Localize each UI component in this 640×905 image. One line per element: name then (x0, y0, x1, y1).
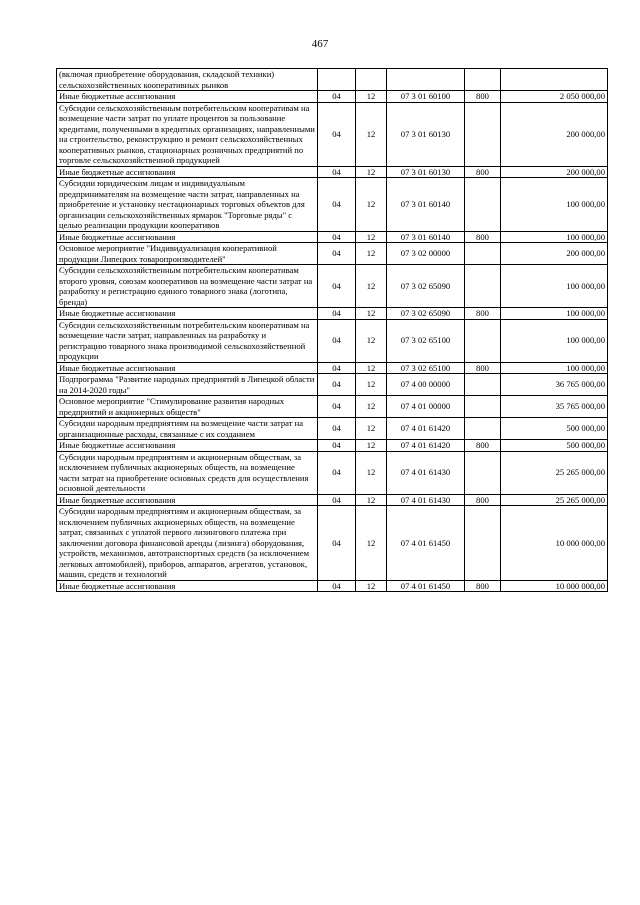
amount-cell: 200 000,00 (501, 102, 608, 166)
section-code-cell: 04 (318, 265, 356, 308)
section-code-cell: 04 (318, 91, 356, 103)
amount-cell: 100 000,00 (501, 308, 608, 320)
expense-type-cell (465, 374, 501, 396)
section-code-cell: 04 (318, 440, 356, 452)
expense-type-cell (465, 178, 501, 232)
amount-cell: 36 765 000,00 (501, 374, 608, 396)
section-code-cell: 04 (318, 494, 356, 506)
item-name-cell: Основное мероприятие "Стимулирование развития народных предприятий и акционерных обществ" (57, 396, 318, 418)
item-name-cell: Иные бюджетные ассигнования (57, 231, 318, 243)
page-number: 467 (311, 38, 329, 50)
amount-cell: 2 050 000,00 (501, 91, 608, 103)
target-article-cell (387, 69, 465, 91)
target-article-cell: 07 4 01 61420 (387, 440, 465, 452)
item-name-cell: Субсидии сельскохозяйственным потребительским кооперативам на возмещение части затрат по уплате процентов за пользование кредитами, полученными в кредитных организациях, направленными на строительство, реконструкцию и ремонт сельскохозяйственных кооперативных рынков, стационарных розничных предприятий по торговле сельскохозяйственной продукцией (57, 102, 318, 166)
item-name-cell: Субсидии сельскохозяйственным потребительским кооперативам на возмещение части затрат, направленных на разработку и регистрацию товарного знака производимой сельскохозяйственной продукции (57, 319, 318, 362)
target-article-cell: 07 3 01 60140 (387, 178, 465, 232)
expense-type-cell (465, 396, 501, 418)
item-name-cell: (включая приобретение оборудования, складской техники) сельскохозяйственных кооперативных рынков (57, 69, 318, 91)
amount-cell: 100 000,00 (501, 265, 608, 308)
item-name-cell: Субсидии сельскохозяйственным потребительским кооперативам второго уровня, союзам кооперативов на возмещение части затрат на разработку и регистрацию единого товарного знака (логотипа, бренда) (57, 265, 318, 308)
target-article-cell: 07 3 01 60130 (387, 166, 465, 178)
amount-cell: 100 000,00 (501, 178, 608, 232)
table-row (57, 308, 608, 320)
item-name-cell: Субсидии народным предприятиям и акционерным обществам, за исключением публичных акционерных обществ, на возмещение затрат, связанных с уплатой первого лизингового платежа при заключении договора финансовой аренды (лизинга) оборудования, устройств, механизмов, автотранспортных средств (за исключением легковых автомобилей), приборов, аппаратов, агрегатов, установок, машин, средств и технологий (57, 506, 318, 581)
subsection-code-cell: 12 (356, 396, 387, 418)
subsection-code-cell: 12 (356, 265, 387, 308)
budget-table-body (57, 69, 608, 592)
subsection-code-cell: 12 (356, 374, 387, 396)
expense-type-cell (465, 451, 501, 494)
section-code-cell: 04 (318, 362, 356, 374)
section-code-cell: 04 (318, 319, 356, 362)
table-row (57, 231, 608, 243)
amount-cell: 200 000,00 (501, 243, 608, 265)
target-article-cell: 07 4 01 61430 (387, 451, 465, 494)
item-name-cell: Иные бюджетные ассигнования (57, 91, 318, 103)
amount-cell: 100 000,00 (501, 319, 608, 362)
amount-cell: 35 765 000,00 (501, 396, 608, 418)
target-article-cell: 07 4 00 00000 (387, 374, 465, 396)
item-name-cell: Иные бюджетные ассигнования (57, 580, 318, 592)
item-name-cell: Иные бюджетные ассигнования (57, 494, 318, 506)
expense-type-cell (465, 506, 501, 581)
item-name-cell: Субсидии народным предприятиям и акционерным обществам, за исключением публичных акционерных обществ, на возмещение части затрат на приобретение основных средств для осуществления основной деятельности (57, 451, 318, 494)
amount-cell (501, 69, 608, 91)
subsection-code-cell: 12 (356, 451, 387, 494)
table-row (57, 243, 608, 265)
expense-type-cell: 800 (465, 91, 501, 103)
item-name-cell: Иные бюджетные ассигнования (57, 166, 318, 178)
amount-cell: 500 000,00 (501, 418, 608, 440)
table-row (57, 506, 608, 581)
expense-type-cell (465, 243, 501, 265)
expense-type-cell (465, 418, 501, 440)
section-code-cell: 04 (318, 580, 356, 592)
item-name-cell: Иные бюджетные ассигнования (57, 440, 318, 452)
subsection-code-cell: 12 (356, 166, 387, 178)
target-article-cell: 07 3 01 60140 (387, 231, 465, 243)
table-row (57, 319, 608, 362)
expense-type-cell: 800 (465, 166, 501, 178)
subsection-code-cell: 12 (356, 494, 387, 506)
expense-type-cell: 800 (465, 580, 501, 592)
expense-type-cell: 800 (465, 231, 501, 243)
table-row (57, 166, 608, 178)
amount-cell: 100 000,00 (501, 231, 608, 243)
section-code-cell: 04 (318, 396, 356, 418)
subsection-code-cell: 12 (356, 580, 387, 592)
target-article-cell: 07 4 01 61420 (387, 418, 465, 440)
item-name-cell: Подпрограмма "Развитие народных предприятий в Липецкой области на 2014-2020 годы" (57, 374, 318, 396)
section-code-cell: 04 (318, 166, 356, 178)
expense-type-cell: 800 (465, 362, 501, 374)
expense-type-cell (465, 265, 501, 308)
target-article-cell: 07 3 02 65100 (387, 362, 465, 374)
item-name-cell: Субсидии юридическим лицам и индивидуальным предпринимателям на возмещение части затрат, направленных на приобретение и установку нестационарных торговых объектов для организации сельскохозяйственных ярмарок "Торговые ряды" с целью реализации продукции кооперативов (57, 178, 318, 232)
subsection-code-cell: 12 (356, 440, 387, 452)
expense-type-cell: 800 (465, 308, 501, 320)
section-code-cell: 04 (318, 418, 356, 440)
target-article-cell: 07 3 02 00000 (387, 243, 465, 265)
subsection-code-cell: 12 (356, 362, 387, 374)
table-row (57, 102, 608, 166)
section-code-cell: 04 (318, 102, 356, 166)
section-code-cell: 04 (318, 231, 356, 243)
section-code-cell: 04 (318, 374, 356, 396)
amount-cell: 25 265 000,00 (501, 494, 608, 506)
target-article-cell: 07 4 01 61450 (387, 506, 465, 581)
section-code-cell: 04 (318, 451, 356, 494)
table-row (57, 69, 608, 91)
target-article-cell: 07 4 01 61430 (387, 494, 465, 506)
target-article-cell: 07 4 01 61450 (387, 580, 465, 592)
amount-cell: 200 000,00 (501, 166, 608, 178)
subsection-code-cell: 12 (356, 308, 387, 320)
expense-type-cell: 800 (465, 494, 501, 506)
target-article-cell: 07 3 01 60130 (387, 102, 465, 166)
subsection-code-cell: 12 (356, 243, 387, 265)
target-article-cell: 07 4 01 00000 (387, 396, 465, 418)
expense-type-cell (465, 319, 501, 362)
subsection-code-cell: 12 (356, 319, 387, 362)
amount-cell: 100 000,00 (501, 362, 608, 374)
subsection-code-cell: 12 (356, 91, 387, 103)
budget-table (56, 68, 608, 592)
table-row (57, 396, 608, 418)
table-row (57, 494, 608, 506)
target-article-cell: 07 3 02 65090 (387, 308, 465, 320)
table-row (57, 178, 608, 232)
amount-cell: 10 000 000,00 (501, 506, 608, 581)
table-row (57, 362, 608, 374)
subsection-code-cell: 12 (356, 418, 387, 440)
table-row (57, 580, 608, 592)
target-article-cell: 07 3 02 65090 (387, 265, 465, 308)
section-code-cell: 04 (318, 178, 356, 232)
table-row (57, 265, 608, 308)
item-name-cell: Субсидии народным предприятиям на возмещение части затрат на организационные расходы, связанные с их созданием (57, 418, 318, 440)
section-code-cell: 04 (318, 243, 356, 265)
subsection-code-cell: 12 (356, 178, 387, 232)
table-row (57, 418, 608, 440)
section-code-cell (318, 69, 356, 91)
subsection-code-cell: 12 (356, 506, 387, 581)
subsection-code-cell: 12 (356, 102, 387, 166)
expense-type-cell (465, 102, 501, 166)
item-name-cell: Иные бюджетные ассигнования (57, 308, 318, 320)
table-row (57, 91, 608, 103)
target-article-cell: 07 3 02 65100 (387, 319, 465, 362)
item-name-cell: Иные бюджетные ассигнования (57, 362, 318, 374)
table-row (57, 440, 608, 452)
section-code-cell: 04 (318, 308, 356, 320)
amount-cell: 500 000,00 (501, 440, 608, 452)
item-name-cell: Основное мероприятие "Индивидуализация кооперативной продукции Липецких товаропроизводителей" (57, 243, 318, 265)
table-row (57, 451, 608, 494)
amount-cell: 10 000 000,00 (501, 580, 608, 592)
table-row (57, 374, 608, 396)
section-code-cell: 04 (318, 506, 356, 581)
amount-cell: 25 265 000,00 (501, 451, 608, 494)
subsection-code-cell (356, 69, 387, 91)
expense-type-cell: 800 (465, 440, 501, 452)
target-article-cell: 07 3 01 60100 (387, 91, 465, 103)
subsection-code-cell: 12 (356, 231, 387, 243)
expense-type-cell (465, 69, 501, 91)
